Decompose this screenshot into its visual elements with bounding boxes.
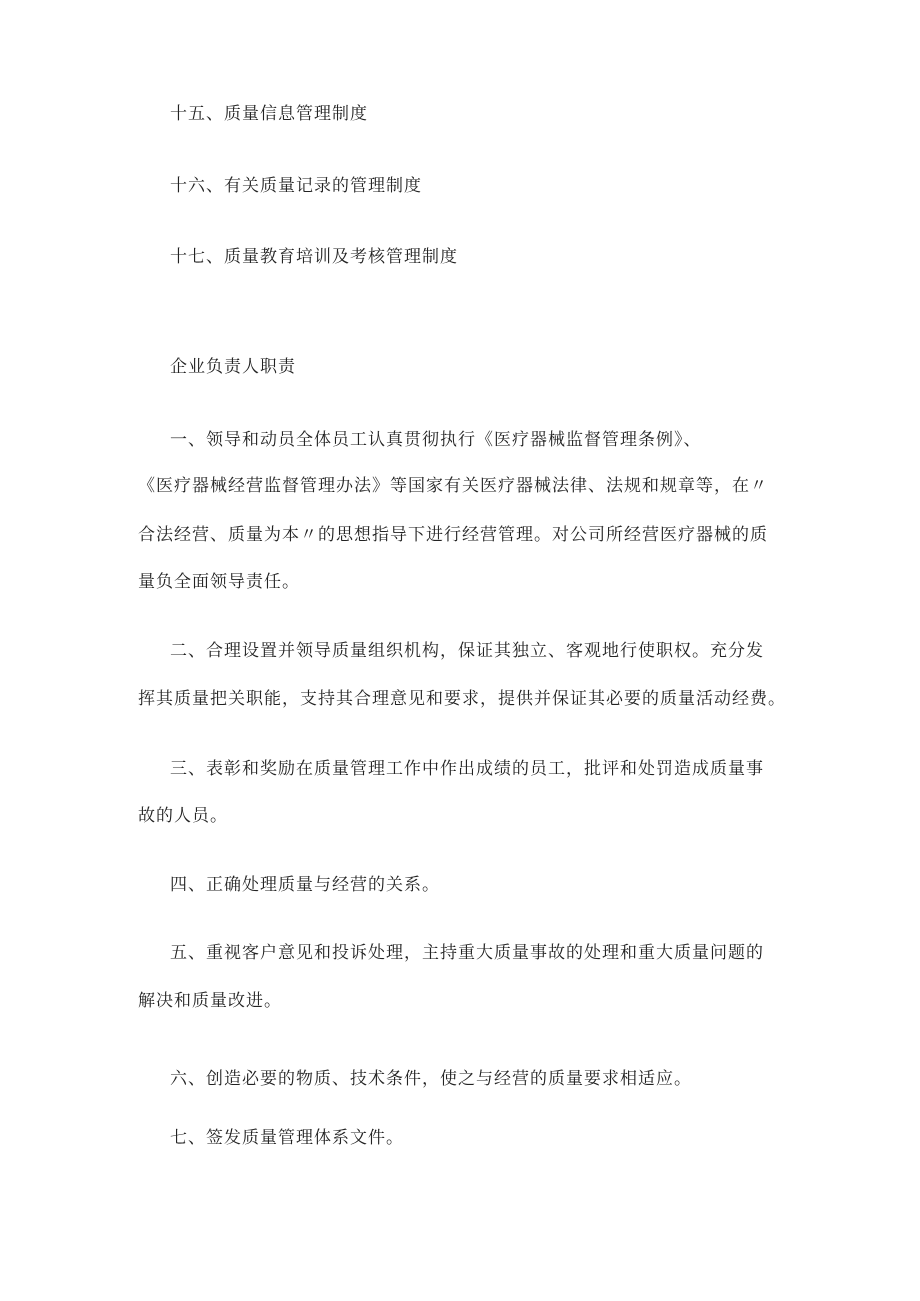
paragraph-line: 六、创造必要的物质、技术条件，使之与经营的质量要求相适应。 [170, 1069, 692, 1089]
section-title: 企业负责人职责 [170, 357, 296, 377]
toc-item: 十六、有关质量记录的管理制度 [170, 176, 422, 196]
paragraph-line: 故的人员。 [138, 806, 228, 826]
paragraph-line: 合法经营、质量为本〃的思想指导下进行经营管理。对公司所经营医疗器械的质 [138, 525, 768, 545]
paragraph-line: 量负全面领导责任。 [138, 572, 300, 592]
paragraph-line: 解决和质量改进。 [138, 991, 282, 1011]
paragraph-line: 挥其质量把关职能，支持其合理意见和要求，提供并保证其必要的质量活动经费。 [138, 689, 786, 709]
paragraph-line: 三、表彰和奖励在质量管理工作中作出成绩的员工，批评和处罚造成质量事 [170, 759, 764, 779]
paragraph-line: 七、签发质量管理体系文件。 [170, 1128, 404, 1148]
paragraph-line: 一、领导和动员全体员工认真贯彻执行《医疗器械监督管理条例》、 [170, 430, 702, 450]
paragraph-line: 二、合理设置并领导质量组织机构，保证其独立、客观地行使职权。充分发 [170, 641, 764, 661]
toc-item: 十七、质量教育培训及考核管理制度 [170, 247, 458, 267]
toc-item: 十五、质量信息管理制度 [170, 104, 368, 124]
paragraph-line: 五、重视客户意见和投诉处理，主持重大质量事故的处理和重大质量问题的 [170, 943, 764, 963]
paragraph-line: 四、正确处理质量与经营的关系。 [170, 875, 440, 895]
paragraph-line: 《医疗器械经营监督管理办法》等国家有关医疗器械法律、法规和规章等，在〃 [138, 476, 768, 496]
